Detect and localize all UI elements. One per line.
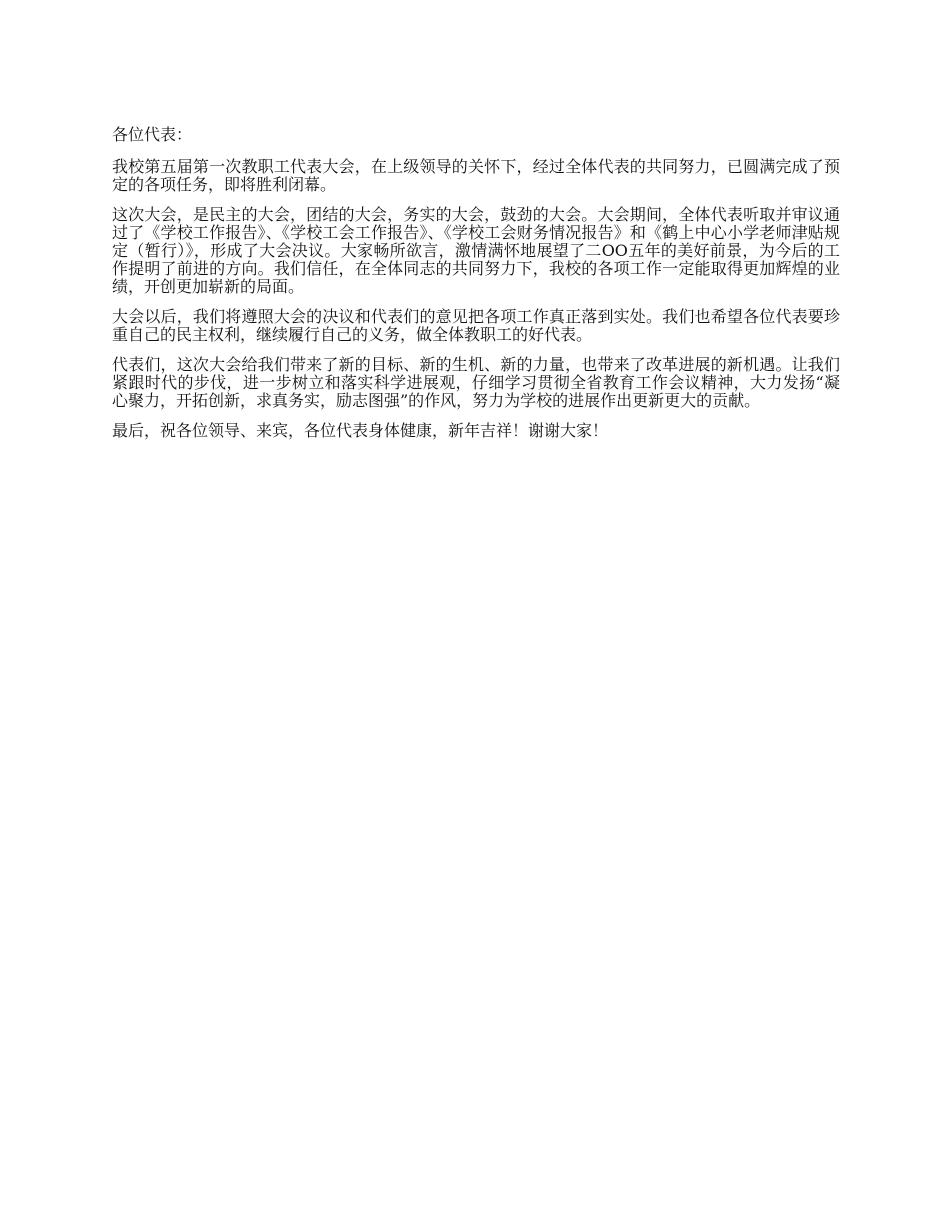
paragraph-1: 我校第五届第一次教职工代表大会，在上级领导的关怀下，经过全体代表的共同努力，已圆满完成了预定的各项任务，即将胜利闭幕。 bbox=[112, 157, 840, 194]
paragraph-2: 这次大会，是民主的大会，团结的大会，务实的大会，鼓劲的大会。大会期间，全体代表听取并审议通过了《学校工作报告》、《学校工会工作报告》、《学校工会财务情况报告》和《鹤上中心小学老师津贴规定（暂行）》，形成了大会决议。大家畅所欲言，激情满怀地展望了二OO五年的美好前景，为今后的工作提明了前进的方向。我们信任，在全体同志的共同努力下，我校的各项工作一定能取得更加辉煌的业绩，开创更加崭新的局面。 bbox=[112, 205, 840, 296]
paragraph-3: 大会以后，我们将遵照大会的决议和代表们的意见把各项工作真正落到实处。我们也希望各位代表要珍重自己的民主权利，继续履行自己的义务，做全体教职工的好代表。 bbox=[112, 307, 840, 344]
paragraph-4: 代表们，这次大会给我们带来了新的目标、新的生机、新的力量，也带来了改革进展的新机遇。让我们紧跟时代的步伐，进一步树立和落实科学进展观，仔细学习贯彻全省教育工作会议精神，大力发扬“凝心聚力，开拓创新，求真务实，励志图强”的作风，努力为学校的进展作出更新更大的贡献。 bbox=[112, 355, 840, 410]
document-page bbox=[112, 126, 840, 452]
greeting-line: 各位代表： bbox=[112, 125, 193, 144]
paragraph-5: 最后，祝各位领导、来宾，各位代表身体健康，新年吉祥！谢谢大家！ bbox=[112, 421, 609, 440]
